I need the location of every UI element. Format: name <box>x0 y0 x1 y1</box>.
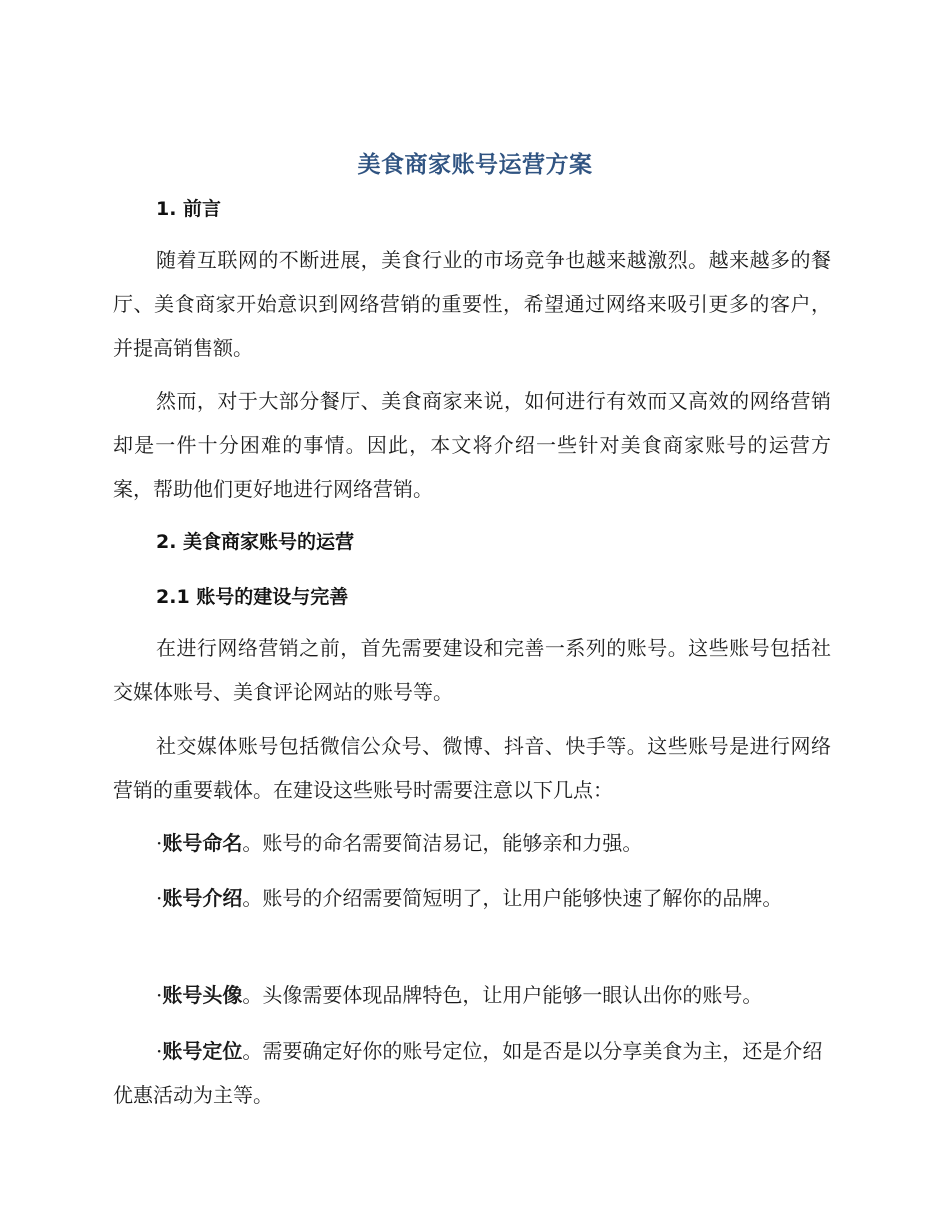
bullet-marker: · <box>156 886 163 910</box>
section-heading-preface: 1. 前言 <box>156 198 222 220</box>
bullet-item <box>113 973 831 1017</box>
bullet-term: 账号介绍 <box>162 886 243 910</box>
bullet-marker: · <box>156 831 163 855</box>
bullet-term: 账号命名 <box>162 831 243 855</box>
bullet-text: 。头像需要体现品牌特色，让用户能够一眼认出你的账号。 <box>242 983 763 1007</box>
section-heading-operations: 2. 美食商家账号的运营 <box>156 531 355 553</box>
bullet-marker: · <box>156 1039 163 1063</box>
bullet-item <box>113 1029 831 1117</box>
paragraph-account-setup-2: 社交媒体账号包括微信公众号、微博、抖音、快手等。这些账号是进行网络营销的重要载体。在建设这些账号时需要注意以下几点： <box>113 734 831 802</box>
bullet-item <box>113 821 831 865</box>
bullet-term: 账号头像 <box>162 983 243 1007</box>
document-title: 美食商家账号运营方案 <box>357 152 593 178</box>
bullet-text: 。账号的命名需要简洁易记，能够亲和力强。 <box>242 831 643 855</box>
bullet-item <box>113 876 831 920</box>
bullet-marker: · <box>156 983 163 1007</box>
bullet-text: 。需要确定好你的账号定位，如是否是以分享美食为主，还是介绍优惠活动为主等。 <box>113 1039 823 1107</box>
paragraph-account-setup-1: 在进行网络营销之前，首先需要建设和完善一系列的账号。这些账号包括社交媒体账号、美食评论网站的账号等。 <box>113 636 831 704</box>
paragraph-preface-1: 随着互联网的不断进展，美食行业的市场竞争也越来越激烈。越来越多的餐厅、美食商家开始意识到网络营销的重要性，希望通过网络来吸引更多的客户，并提高销售额。 <box>113 248 831 360</box>
bullet-text: 。账号的介绍需要简短明了，让用户能够快速了解你的品牌。 <box>242 886 783 910</box>
bullet-term: 账号定位 <box>162 1039 243 1063</box>
subsection-heading-account-setup: 2.1 账号的建设与完善 <box>156 586 349 608</box>
paragraph-preface-2: 然而，对于大部分餐厅、美食商家来说，如何进行有效而又高效的网络营销却是一件十分困难的事情。因此，本文将介绍一些针对美食商家账号的运营方案，帮助他们更好地进行网络营销。 <box>113 389 831 501</box>
